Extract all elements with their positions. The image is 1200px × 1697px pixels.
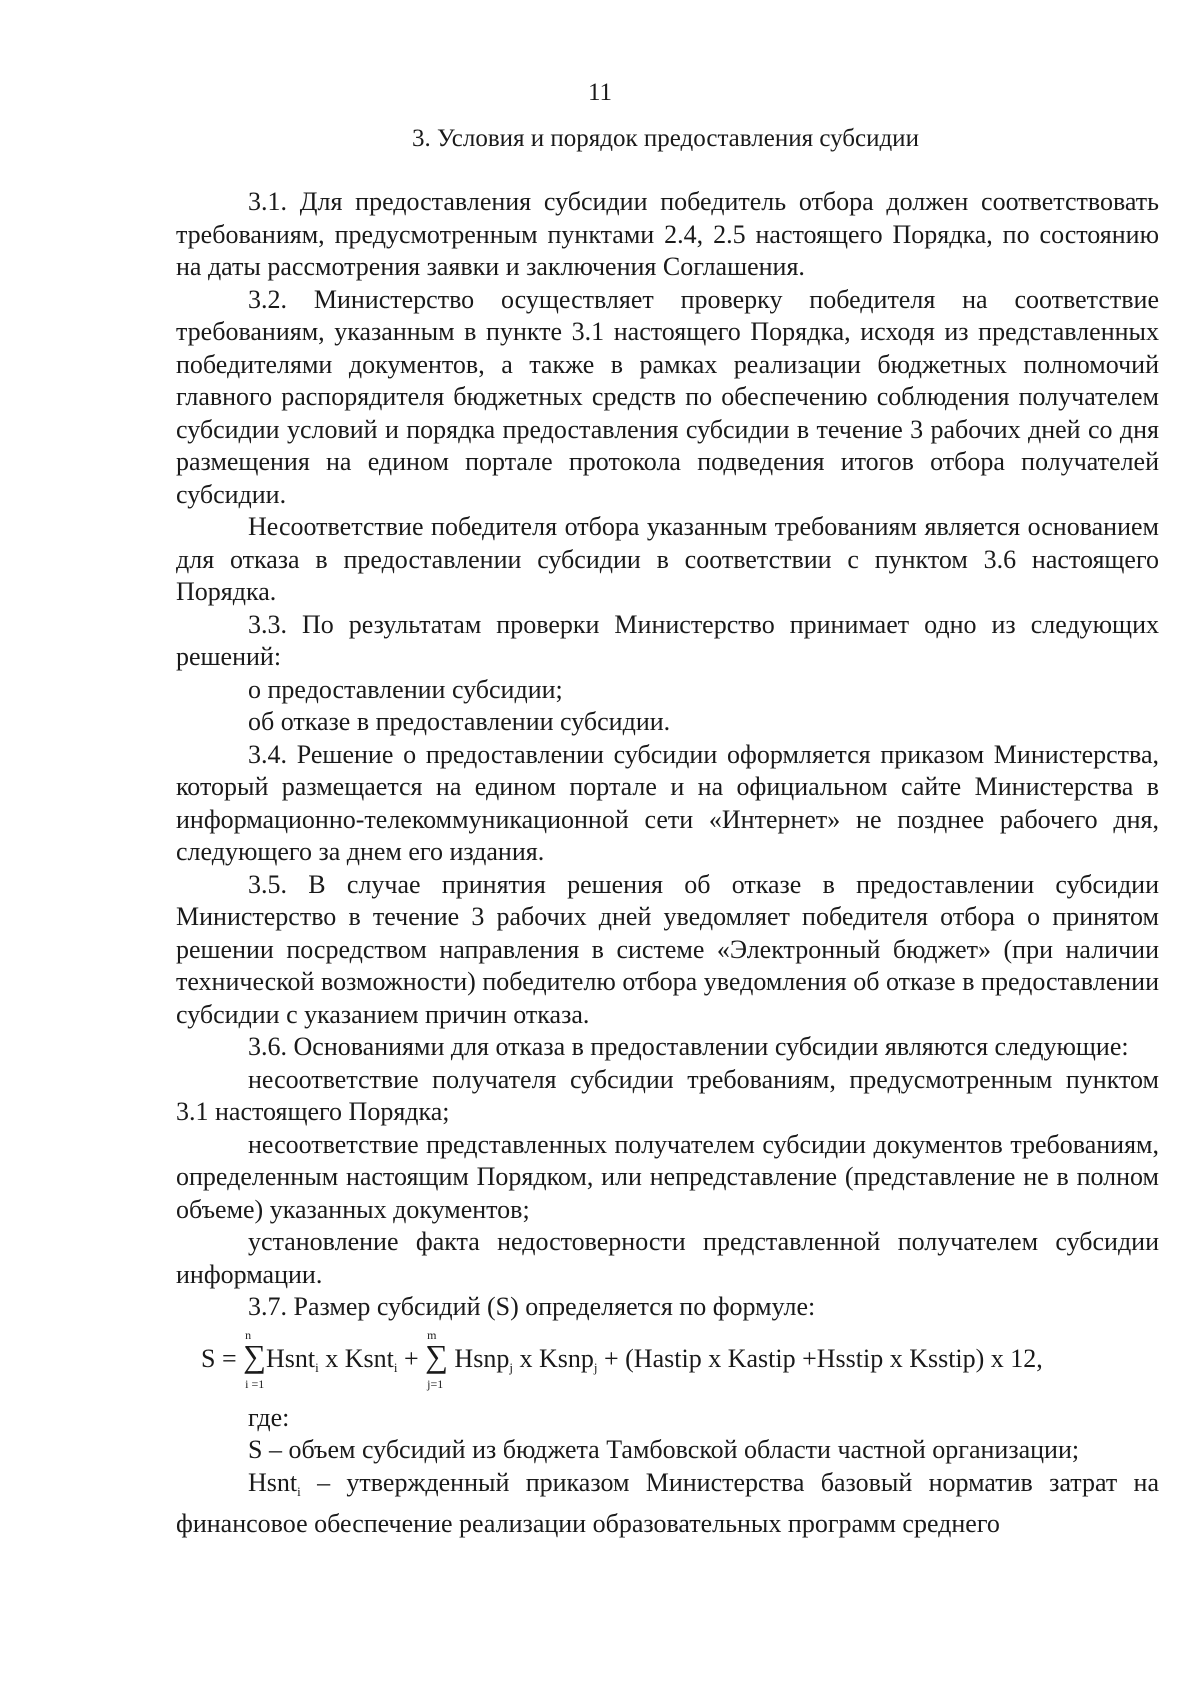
sum-symbol: n ∑ i =1 xyxy=(243,1327,266,1391)
paragraph: 3.2. Министерство осуществляет проверку победителя на соответствие требованиям, указанным в пункте 3.1 настоящего Порядка, исходя из представленных победителями документов, а также в рамках реализации бюджетных полномочий главного распорядителя бюджетных средств по обеспечению соблюдения получателем субсидии условий и порядка предоставления субсидии в течение 3 рабочих дней со дня размещения на едином портале протокола подведения итогов отбора получателей субсидии. xyxy=(176,284,1159,509)
sum-lower-limit: j=1 xyxy=(427,1376,444,1391)
formula-subscript: j xyxy=(593,1359,598,1375)
definition-subscript: i xyxy=(297,1483,301,1499)
formula-term: Ksnp xyxy=(538,1343,594,1373)
page-number: 11 xyxy=(587,79,613,106)
document-body xyxy=(176,186,1159,1541)
paragraph: 3.1. Для предоставления субсидии победитель отбора должен соответствовать требованиям, предусмотренным пунктами 2.4, 2.5 настоящего Порядка, по состоянию на даты рассмотрения заявки и заключения Соглашения. xyxy=(176,187,1159,281)
paragraph: 3.3. По результатам проверки Министерство принимает одно из следующих решений: xyxy=(176,609,1159,671)
paragraph: установление факта недостоверности представленной получателем субсидии информации. xyxy=(176,1227,1159,1289)
definition-hsnt xyxy=(176,1467,1159,1541)
paragraph: об отказе в предоставлении субсидии. xyxy=(248,707,671,736)
formula-operator: x xyxy=(512,1343,539,1373)
paragraph: 3.7. Размер субсидий (S) определяется по формуле: xyxy=(248,1292,816,1321)
definition-text: – утвержденный приказом Министерства базовый норматив затрат на финансовое обеспечение реализации образовательных программ среднего xyxy=(176,1467,1159,1538)
section-title: 3. Условия и порядок предоставления субсидии xyxy=(412,125,919,152)
paragraph: 3.5. В случае принятия решения об отказе в предоставлении субсидии Министерство в течение 3 рабочих дней уведомляет победителя отбора о принятом решении посредством направления в системе «Электронный бюджет» (при наличии технической возможности) победителю отбора уведомления об отказе в предоставлении субсидии с указанием причин отказа. xyxy=(176,869,1159,1029)
sum-symbol: m ∑ j=1 xyxy=(425,1327,448,1391)
paragraph: S – объем субсидий из бюджета Тамбовской области частной организации; xyxy=(248,1435,1080,1464)
paragraph: 3.4. Решение о предоставлении субсидии оформляется приказом Министерства, который размещается на едином портале и на официальном сайте Министерства в информационно-телекоммуникационной сети «Интернет» не позднее рабочего дня, следующего за днем его издания. xyxy=(176,739,1159,866)
sum-upper-limit: n xyxy=(245,1327,252,1342)
paragraph: 3.6. Основаниями для отказа в предоставлении субсидии являются следующие: xyxy=(248,1032,1129,1061)
formula-subscript: i xyxy=(393,1359,398,1375)
sum-upper-limit: m xyxy=(427,1327,437,1342)
formula-term: Ksnt xyxy=(344,1343,394,1373)
paragraph: о предоставлении субсидии; xyxy=(248,674,563,704)
formula-operator: + xyxy=(397,1343,426,1373)
sum-lower-limit: i =1 xyxy=(245,1376,265,1391)
paragraph: где: xyxy=(248,1402,290,1432)
formula-subscript: i xyxy=(315,1359,319,1375)
subsidy-formula xyxy=(176,1328,1159,1396)
formula-lhs: S = xyxy=(201,1343,237,1373)
formula-subscript: j xyxy=(509,1359,513,1375)
paragraph: Несоответствие победителя отбора указанным требованиям является основанием для отказа в предоставлении субсидии в соответствии с пунктом 3.6 настоящего Порядка. xyxy=(176,512,1159,606)
formula-term: Hsnt xyxy=(265,1343,316,1373)
formula-operator: x xyxy=(318,1343,345,1373)
formula-tail: + (Hastip x Kastip +Hsstip x Ksstip) x 12, xyxy=(597,1343,1043,1373)
paragraph: несоответствие представленных получателем субсидии документов требованиям, определенным настоящим Порядком, или непредставление (представление не в полном объеме) указанных документов; xyxy=(176,1129,1159,1224)
definition-symbol: Hsnt xyxy=(248,1467,298,1497)
paragraph: несоответствие получателя субсидии требованиям, предусмотренным пунктом 3.1 настоящего Порядка; xyxy=(176,1064,1159,1126)
formula-term: Hsnp xyxy=(454,1343,510,1373)
